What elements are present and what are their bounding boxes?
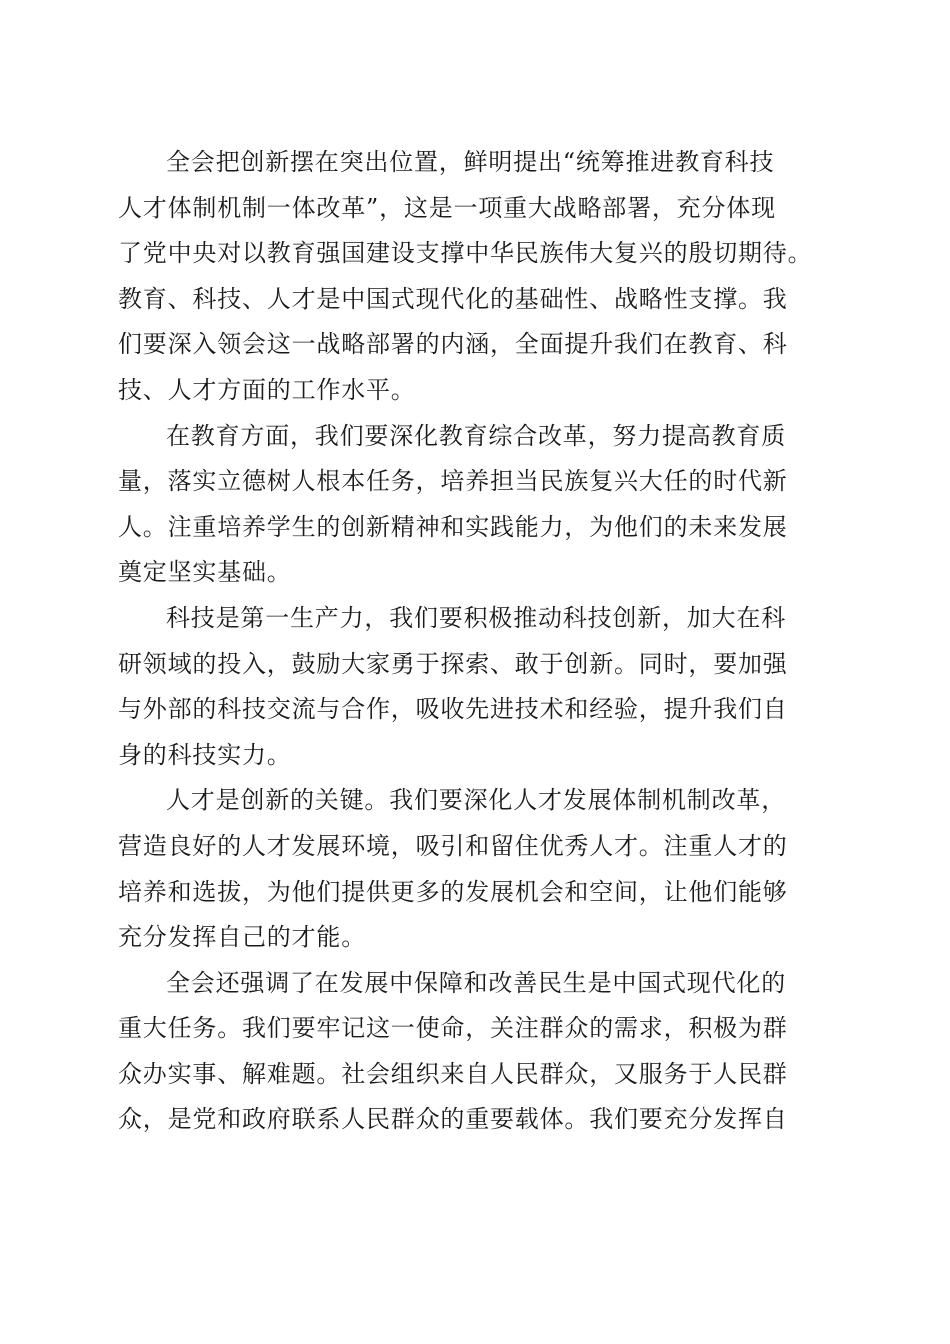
paragraph-talent (118, 778, 838, 960)
text-line: 们要深入领会这一战略部署的内涵，全面提升我们在教育、科 (118, 330, 788, 359)
text-line: 身的科技实力。 (118, 740, 292, 769)
text-line: 全会把创新摆在突出位置，鲜明提出“统筹推进教育科技 (166, 148, 775, 176)
body-text (118, 140, 838, 1143)
paragraph-innovation (118, 140, 838, 414)
text-line: 充分发挥自己的才能。 (118, 923, 366, 952)
paragraph-livelihood (118, 961, 838, 1143)
text-line: 教育、科技、人才是中国式现代化的基础性、战略性支撑。我 (118, 284, 788, 313)
text-line: 营造良好的人才发展环境，吸引和留住优秀人才。注重人才的 (118, 831, 788, 860)
text-line: 全会还强调了在发展中保障和改善民生是中国式现代化的 (166, 968, 786, 997)
text-line: 了党中央对以教育强国建设支撑中华民族伟大复兴的殷切期待。 (118, 239, 813, 268)
text-line: 众办实事、解难题。社会组织来自人民群众，又服务于人民群 (118, 1059, 788, 1088)
paragraph-technology (118, 596, 838, 778)
text-line: 重大任务。我们要牢记这一使命，关注群众的需求，积极为群 (118, 1014, 788, 1043)
text-line: 人。注重培养学生的创新精神和实践能力，为他们的未来发展 (118, 512, 788, 541)
text-line: 奠定坚实基础。 (118, 558, 292, 587)
text-line: 在教育方面，我们要深化教育综合改革，努力提高教育质 (166, 421, 786, 450)
text-line: 培养和选拔，为他们提供更多的发展机会和空间，让他们能够 (118, 877, 788, 906)
text-line: 众，是党和政府联系人民群众的重要载体。我们要充分发挥自 (118, 1105, 788, 1134)
text-line: 量，落实立德树人根本任务，培养担当民族复兴大任的时代新 (118, 467, 788, 496)
text-line: 与外部的科技交流与合作，吸收先进技术和经验，提升我们自 (118, 695, 788, 724)
text-line: 科技是第一生产力，我们要积极推动科技创新，加大在科 (166, 603, 786, 632)
text-line: 技、人才方面的工作水平。 (118, 375, 416, 404)
text-line: 研领域的投入，鼓励大家勇于探索、敢于创新。同时，要加强 (118, 649, 788, 678)
text-line: 人才是创新的关键。我们要深化人才发展体制机制改革， (166, 786, 786, 815)
text-line: 人才体制机制一体改革”，这是一项重大战略部署，充分体现 (118, 193, 776, 222)
paragraph-education (118, 414, 838, 596)
